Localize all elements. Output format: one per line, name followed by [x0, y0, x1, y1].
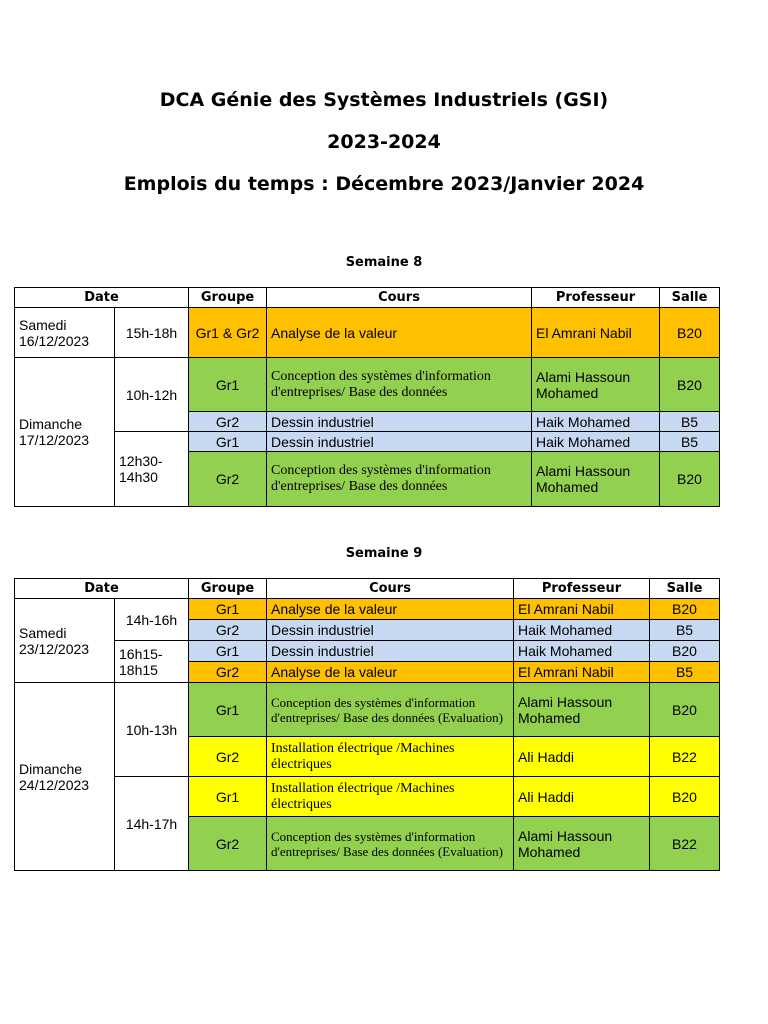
professor-cell: Haik Mohamed — [514, 641, 650, 662]
table-row — [15, 308, 720, 358]
time-cell: 15h-18h — [115, 308, 189, 358]
group-cell: Gr2 — [189, 662, 267, 683]
week9-table — [14, 578, 720, 871]
schedule-period: Emplois du temps : Décembre 2023/Janvier 2024 — [123, 173, 645, 195]
room-cell: B20 — [660, 358, 720, 412]
time-cell: 12h30-14h30 — [115, 432, 189, 507]
col-cours: Cours — [267, 288, 532, 308]
table-row — [15, 683, 720, 737]
group-cell: Gr2 — [189, 452, 267, 507]
date-cell: Dimanche 17/12/2023 — [15, 358, 115, 507]
course-cell: Installation électrique /Machines électriques — [267, 737, 514, 777]
professor-cell: Alami Hassoun Mohamed — [514, 817, 650, 871]
table-row — [15, 599, 720, 620]
room-cell: B5 — [660, 412, 720, 432]
professor-cell: Haik Mohamed — [532, 412, 660, 432]
table-header-row — [15, 288, 720, 308]
col-date: Date — [15, 579, 189, 599]
document-title: DCA Génie des Systèmes Industriels (GSI) — [159, 89, 609, 111]
group-cell: Gr1 — [189, 777, 267, 817]
room-cell: B5 — [660, 432, 720, 452]
room-cell: B22 — [650, 817, 720, 871]
room-cell: B20 — [660, 308, 720, 358]
course-cell: Analyse de la valeur — [267, 662, 514, 683]
room-cell: B5 — [650, 620, 720, 641]
table-header-row — [15, 579, 720, 599]
time-cell: 10h-12h — [115, 358, 189, 432]
time-cell: 14h-16h — [115, 599, 189, 641]
group-cell: Gr2 — [189, 620, 267, 641]
col-cours: Cours — [267, 579, 514, 599]
date-cell: Dimanche 24/12/2023 — [15, 683, 115, 871]
table-row — [15, 641, 720, 662]
course-cell: Analyse de la valeur — [267, 308, 532, 358]
course-cell: Dessin industriel — [267, 412, 532, 432]
academic-year: 2023-2024 — [327, 131, 441, 153]
room-cell: B5 — [650, 662, 720, 683]
room-cell: B20 — [650, 777, 720, 817]
date-cell: Samedi 23/12/2023 — [15, 599, 115, 683]
col-groupe: Groupe — [189, 579, 267, 599]
room-cell: B22 — [650, 737, 720, 777]
course-cell: Conception des systèmes d'information d'entreprises/ Base des données — [267, 452, 532, 507]
col-date: Date — [15, 288, 189, 308]
week9-title: Semaine 9 — [345, 546, 423, 561]
room-cell: B20 — [660, 452, 720, 507]
professor-cell: Haik Mohamed — [532, 432, 660, 452]
group-cell: Gr1 — [189, 599, 267, 620]
group-cell: Gr1 — [189, 683, 267, 737]
group-cell: Gr1 — [189, 641, 267, 662]
time-cell: 16h15-18h15 — [115, 641, 189, 683]
col-professeur: Professeur — [532, 288, 660, 308]
group-cell: Gr2 — [189, 817, 267, 871]
course-cell: Conception des systèmes d'information d'entreprises/ Base des données — [267, 358, 532, 412]
col-salle: Salle — [650, 579, 720, 599]
week8-title: Semaine 8 — [345, 255, 423, 270]
week8-table — [14, 287, 720, 507]
group-cell: Gr1 — [189, 358, 267, 412]
group-cell: Gr1 — [189, 432, 267, 452]
course-cell: Conception des systèmes d'information d'entreprises/ Base des données (Evaluation) — [267, 817, 514, 871]
professor-cell: Alami Hassoun Mohamed — [514, 683, 650, 737]
professor-cell: Haik Mohamed — [514, 620, 650, 641]
professor-cell: Alami Hassoun Mohamed — [532, 452, 660, 507]
course-cell: Installation électrique /Machines électriques — [267, 777, 514, 817]
professor-cell: El Amrani Nabil — [514, 662, 650, 683]
group-cell: Gr1 & Gr2 — [189, 308, 267, 358]
table-row — [15, 777, 720, 817]
course-cell: Analyse de la valeur — [267, 599, 514, 620]
room-cell: B20 — [650, 641, 720, 662]
course-cell: Dessin industriel — [267, 641, 514, 662]
professor-cell: Ali Haddi — [514, 737, 650, 777]
professor-cell: Alami Hassoun Mohamed — [532, 358, 660, 412]
professor-cell: El Amrani Nabil — [532, 308, 660, 358]
professor-cell: Ali Haddi — [514, 777, 650, 817]
course-cell: Dessin industriel — [267, 620, 514, 641]
time-cell: 14h-17h — [115, 777, 189, 871]
professor-cell: El Amrani Nabil — [514, 599, 650, 620]
col-salle: Salle — [660, 288, 720, 308]
col-groupe: Groupe — [189, 288, 267, 308]
col-professeur: Professeur — [514, 579, 650, 599]
table-row — [15, 432, 720, 452]
room-cell: B20 — [650, 683, 720, 737]
room-cell: B20 — [650, 599, 720, 620]
group-cell: Gr2 — [189, 737, 267, 777]
time-cell: 10h-13h — [115, 683, 189, 777]
group-cell: Gr2 — [189, 412, 267, 432]
course-cell: Dessin industriel — [267, 432, 532, 452]
date-cell: Samedi 16/12/2023 — [15, 308, 115, 358]
table-row — [15, 358, 720, 412]
course-cell: Conception des systèmes d'information d'entreprises/ Base des données (Evaluation) — [267, 683, 514, 737]
